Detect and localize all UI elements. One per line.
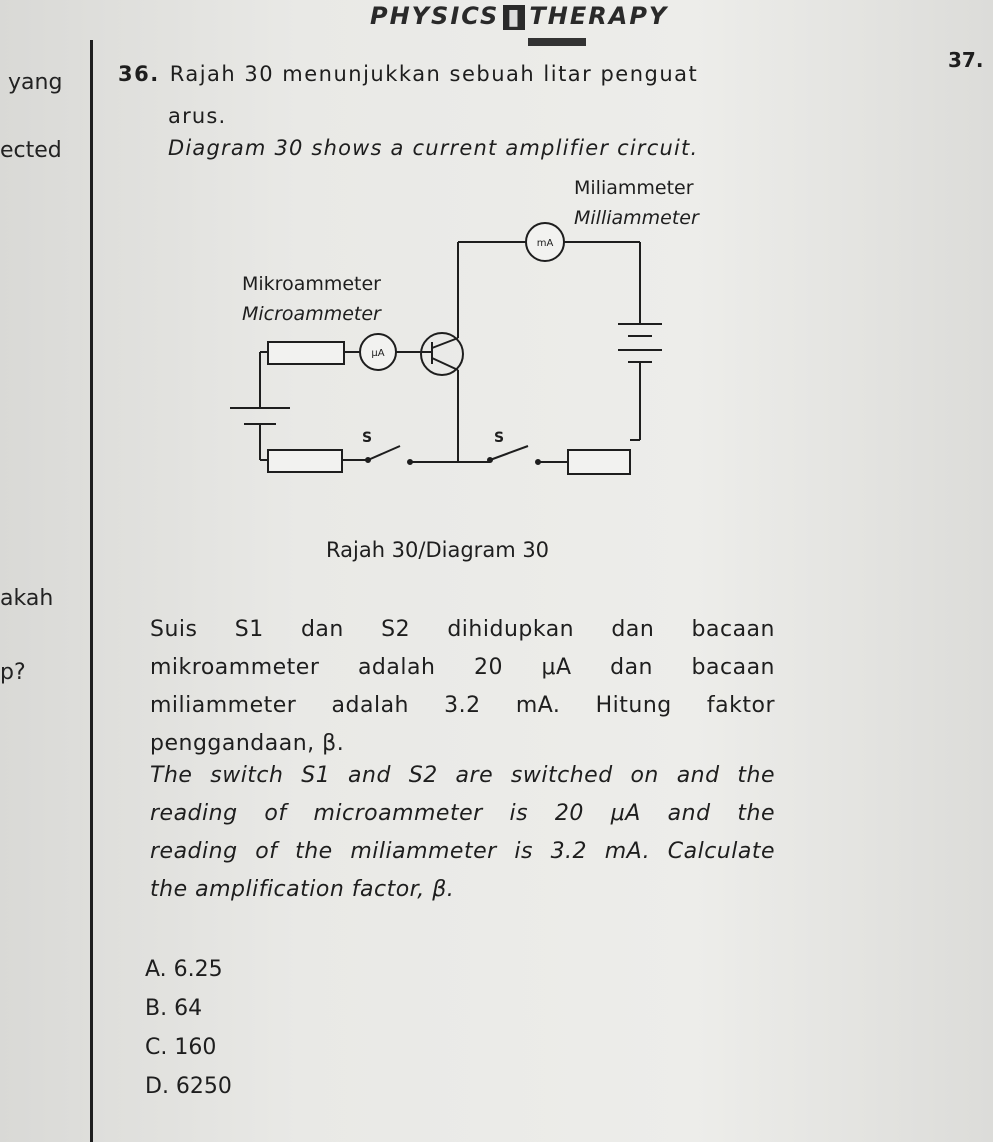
answer-options (145, 950, 232, 1106)
header-logo-icon: ▮ (503, 5, 525, 30)
margin-fragment: p? (0, 660, 26, 685)
header-right: THERAPY (529, 2, 669, 30)
malay-intro-line2: arus. (168, 104, 227, 128)
milliammeter-label-en: Milliammeter (574, 207, 699, 229)
english-body-line: the amplification factor, β. (150, 877, 455, 902)
book-header (370, 2, 668, 30)
transistor-collector (432, 338, 458, 348)
option-c[interactable]: C. 160 (145, 1035, 217, 1060)
column-divider (90, 40, 93, 1142)
base-loop-resistor (268, 450, 342, 472)
malay-intro-line1: Rajah 30 menunjukkan sebuah litar penguat (169, 62, 699, 86)
margin-fragment: akah (0, 586, 54, 611)
option-b[interactable]: B. 64 (145, 996, 203, 1021)
switch-s2-icon (488, 446, 540, 464)
microammeter-label-en: Microammeter (242, 303, 381, 325)
milliammeter-symbol: mA (536, 238, 554, 249)
diagram-caption: Rajah 30/Diagram 30 (326, 538, 550, 562)
margin-fragment: yang (8, 70, 63, 95)
question-number-37: 37. (948, 48, 984, 72)
circuit-diagram (200, 170, 760, 500)
transistor-symbol (421, 333, 463, 375)
switch-s1-icon (366, 446, 412, 464)
milliammeter-label-my: Miliammeter (574, 177, 694, 199)
header-badge (528, 38, 586, 46)
question-number: 36. (118, 62, 160, 86)
switch-s1-label: S (362, 430, 373, 446)
option-a[interactable]: A. 6.25 (145, 957, 223, 982)
collector-battery-icon (618, 324, 662, 362)
transistor-emitter (432, 358, 458, 370)
base-battery-icon (230, 408, 290, 424)
base-resistor (268, 342, 344, 364)
english-intro: Diagram 30 shows a current amplifier circuit. (168, 136, 699, 160)
microammeter-symbol: μA (371, 348, 385, 359)
malay-body-line: penggandaan, β. (150, 731, 345, 756)
question-intro (118, 62, 698, 86)
collector-resistor (568, 450, 630, 474)
margin-fragment: ected (0, 138, 62, 163)
switch-s2-label: S (494, 430, 505, 446)
malay-body-line: mikroammeter adalah 20 μA dan bacaan (150, 655, 775, 680)
english-body-line: The switch S1 and S2 are switched on and the (150, 763, 775, 788)
microammeter-label-my: Mikroammeter (242, 273, 381, 295)
english-body-line: reading of microammeter is 20 μA and the (150, 801, 775, 826)
option-d[interactable]: D. 6250 (145, 1074, 232, 1099)
english-body-line: reading of the miliammeter is 3.2 mA. Calculate (150, 839, 775, 864)
header-left: PHYSICS (370, 2, 500, 30)
malay-body-line: miliammeter adalah 3.2 mA. Hitung faktor (150, 693, 775, 718)
malay-body-line: Suis S1 dan S2 dihidupkan dan bacaan (150, 617, 775, 642)
